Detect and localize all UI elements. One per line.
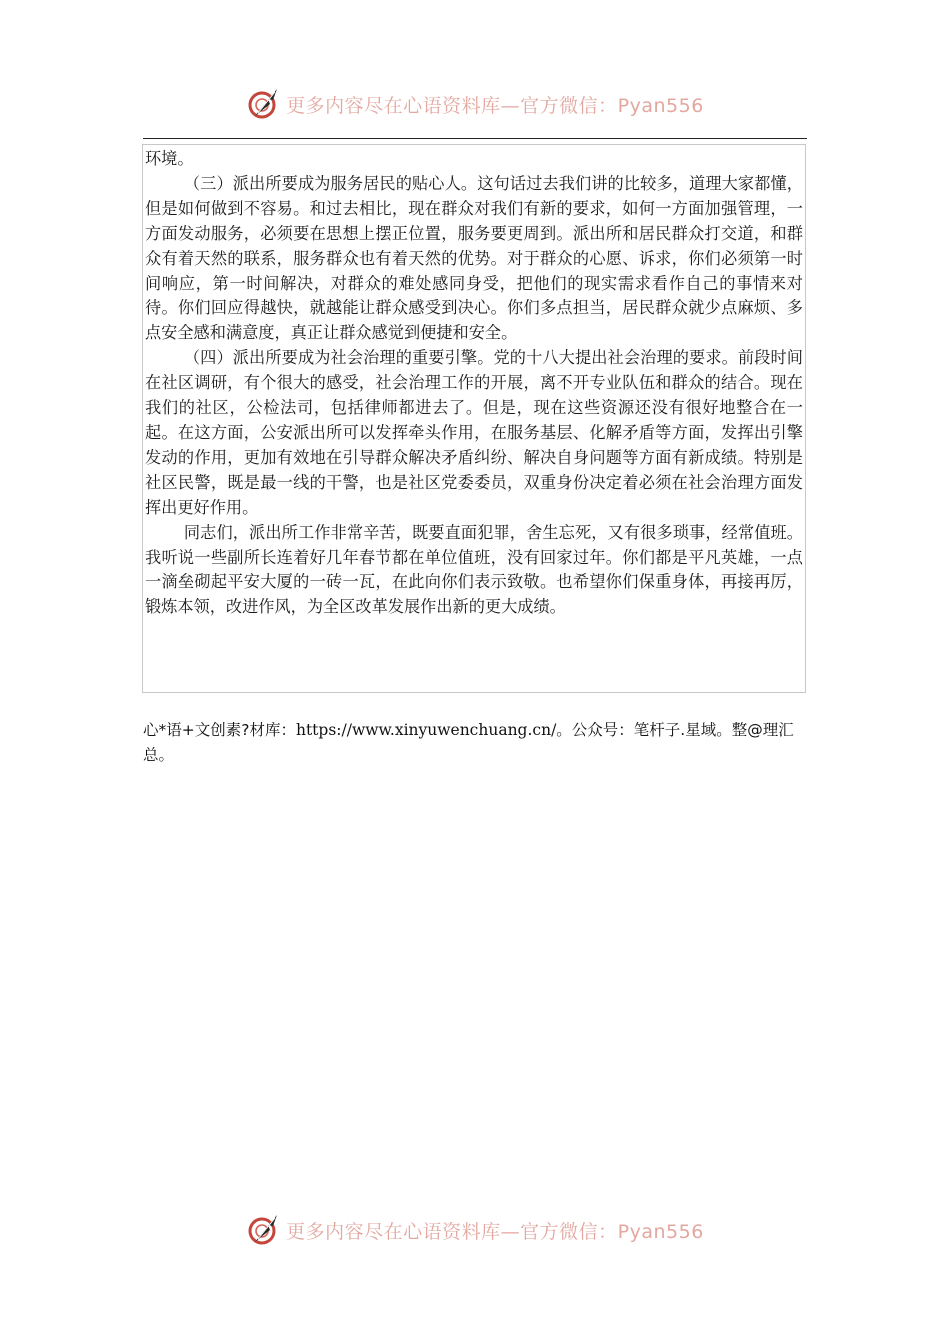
paragraph-continuation: 环境。: [145, 149, 194, 168]
watermark-wechat-id: Pyan556: [617, 1220, 704, 1243]
paragraph-section-three: （三）派出所要成为服务居民的贴心人。这句话过去我们讲的比较多，道理大家都懂，但是如何做到不容易。和过去相比，现在群众对我们有新的要求，如何一方面加强管理，一方面发动服务，必须要在思想上摆正位置，服务要更周到。派出所和居民群众打交道，和群众有着天然的联系，服务群众也有着天然的优势。对于群众的心愿、诉求，你们必须第一时间响应，第一时间解决，对群众的难处感同身受，把他们的现实需求看作自己的事情来对待。你们回应得越快，就越能让群众感受到决心。你们多点担当，居民群众就少点麻烦、多点安全感和满意度，真正让群众感觉到便捷和安全。: [145, 173, 803, 343]
header-watermark: [0, 82, 950, 126]
source-link[interactable]: https://www.xinyuwenchuang.cn/: [295, 721, 557, 739]
watermark-label: 更多内容尽在心语资料库—官方微信：: [286, 94, 618, 117]
document-body: [142, 144, 806, 693]
watermark-text: [286, 91, 704, 118]
source-note: [143, 718, 808, 768]
watermark-text: [286, 1217, 704, 1244]
paragraph-closing: 同志们，派出所工作非常辛苦，既要直面犯罪，舍生忘死，又有很多琐事，经常值班。我听说一些副所长连着好几年春节都在单位值班，没有回家过年。你们都是平凡英雄，一点一滴垒砌起平安大厦的一砖一瓦，在此向你们表示致敬。也希望你们保重身体，再接再厉，锻炼本领，改进作风，为全区改革发展作出新的更大成绩。: [145, 522, 803, 617]
paragraph-section-four: （四）派出所要成为社会治理的重要引擎。党的十八大提出社会治理的要求。前段时间在社区调研，有个很大的感受，社会治理工作的开展，离不开专业队伍和群众的结合。现在我们的社区，公检法司，包括律师都进去了。但是，现在这些资源还没有很好地整合在一起。在这方面，公安派出所可以发挥牵头作用，在服务基层、化解矛盾等方面，发挥出引擎发动的作用，更加有效地在引导群众解决矛盾纠纷、解决自身问题等方面有新成绩。特别是社区民警，既是最一线的干警，也是社区党委委员，双重身份决定着必须在社会治理方面发挥出更好作用。: [145, 348, 803, 517]
watermark-wechat-id: Pyan556: [617, 94, 704, 117]
header-rule: [143, 138, 807, 139]
watermark-label: 更多内容尽在心语资料库—官方微信：: [286, 1220, 618, 1243]
source-note-prefix: 心*语+文创素?材库：: [143, 721, 296, 739]
source-note-suffix: 。公众号：笔杆子.星域。整@理汇总。: [143, 721, 794, 764]
quill-logo-icon: [246, 1212, 282, 1248]
footer-watermark: [0, 1208, 950, 1252]
quill-logo-icon: [246, 86, 282, 122]
